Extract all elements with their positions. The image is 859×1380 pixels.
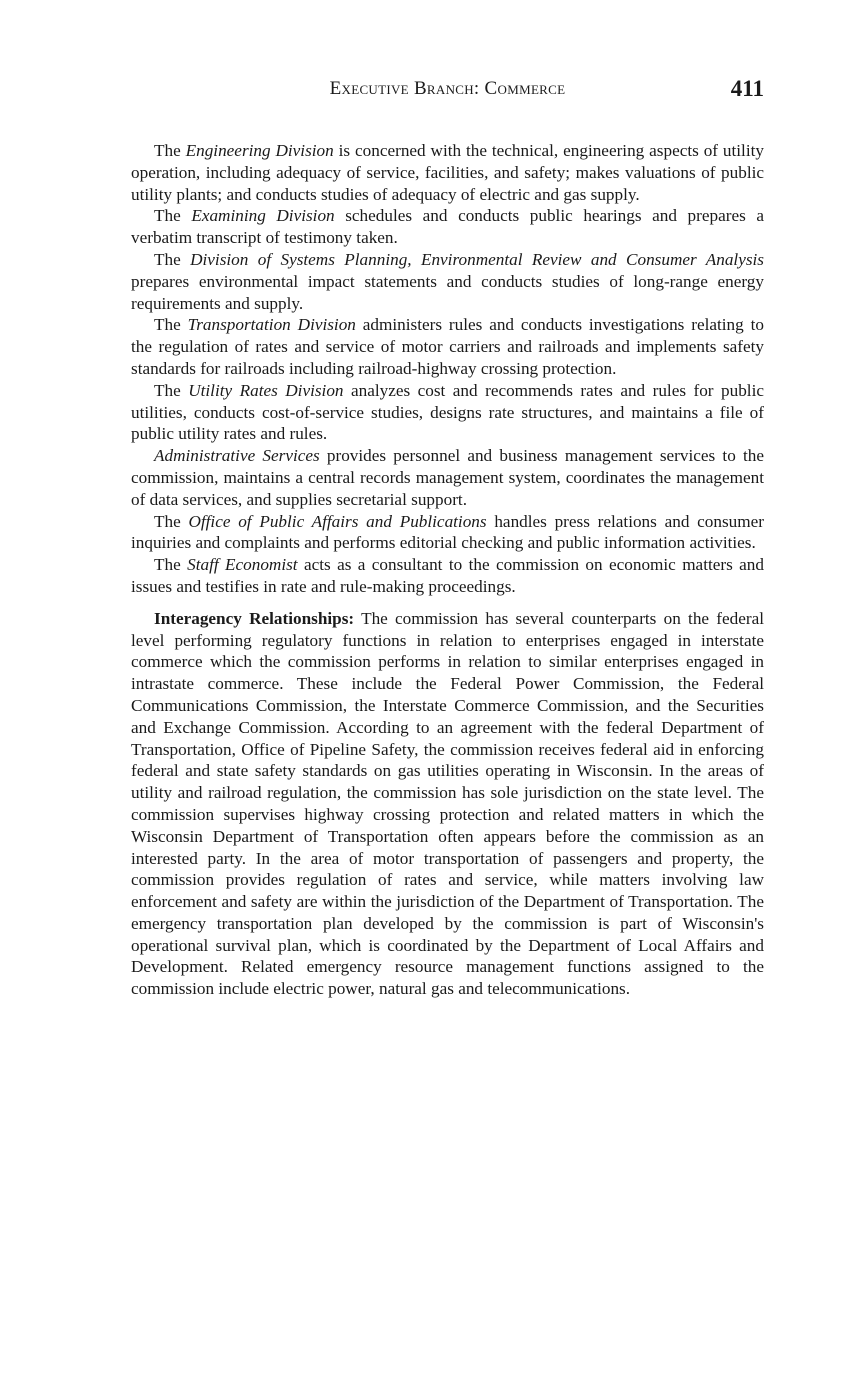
paragraph-lead: The: [154, 141, 186, 160]
running-title: Executive Branch: Commerce: [329, 78, 566, 99]
paragraph-lead: The: [154, 206, 192, 226]
section-heading: Interagency Relationships:: [154, 608, 355, 628]
document-page: [131, 76, 764, 1000]
division-name: Administrative Services: [154, 446, 320, 466]
running-header: [131, 76, 764, 106]
paragraph-administrative-services: [131, 445, 764, 510]
division-name: Engineering Division: [185, 141, 334, 160]
paragraph-text: analyzes cost and recommends rates and rules for public utilities, conducts cost-of-service studies, designs rate structures, and maintains a file of public utility rates and rules.: [131, 380, 764, 444]
division-name: Transportation Division: [187, 315, 356, 335]
paragraph-lead: The: [154, 315, 188, 335]
paragraph-lead: The: [154, 380, 189, 400]
paragraph-text: handles press relations and consumer inquiries and complaints and performs editorial checking and public information activities.: [131, 511, 764, 553]
division-name: Office of Public Affairs and Publications: [188, 511, 487, 531]
paragraph-engineering-division: [131, 140, 764, 205]
paragraph-utility-rates-division: [131, 380, 764, 445]
division-name: Division of Systems Planning, Environmental Review and Consumer Analysis: [190, 249, 764, 269]
section-text: The commission has several counterparts on the federal level performing regulatory functions in relation to enterprises engaged in interstate commerce which the commission performs in relation to similar enterprises engaged in intrastate commerce. These include the Federal Power Commission, the Federal Communications Commission, the Interstate Commerce Commission, and the Securities and Exchange Commission. According to an agreement with the federal Department of Transportation, Office of Pipeline Safety, the commission receives federal aid in enforcing federal and state safety standards on gas utilities operating in Wisconsin. In the areas of utility and railroad regulation, the commission has sole jurisdiction on the state level. The commission supervises highway crossing protection and related matters in which the Wisconsin Department of Transportation often appears before the commission as an interested party. In the area of motor transportation of passengers and property, the commission provides regulation of rates and service, while matters involving law enforcement and safety are within the jurisdiction of the Department of Transportation. The emergency transportation plan developed by the commission is part of Wisconsin's operational survival plan, which is coordinated by the Department of Local Affairs and Development. Related emergency resource management functions assigned to the commission include electric power, natural gas and telecommunications.: [131, 608, 764, 999]
paragraph-lead: The: [154, 511, 189, 531]
page-number: 411: [730, 76, 764, 101]
paragraph-text: administers rules and conducts investigations relating to the regulation of rates and service of motor carriers and railroads and implements safety standards for railroads including railroad-highway crossing protection.: [131, 315, 764, 378]
paragraph-public-affairs-office: [131, 511, 764, 555]
paragraph-systems-planning-division: [131, 249, 764, 314]
body-text: [131, 140, 764, 1000]
paragraph-interagency-relationships: [131, 608, 764, 1000]
division-name: Examining Division: [191, 206, 335, 226]
paragraph-examining-division: [131, 205, 764, 249]
paragraph-text: provides personnel and business management services to the commission, maintains a central records management system, coordinates the management of data services, and supplies secretarial support.: [131, 446, 764, 509]
paragraph-text: schedules and conducts public hearings and prepares a verbatim transcript of testimony taken.: [131, 206, 764, 248]
paragraph-transportation-division: [131, 314, 764, 379]
paragraph-lead: The: [154, 555, 188, 575]
division-name: Staff Economist: [187, 555, 298, 575]
division-name: Utility Rates Division: [188, 380, 344, 400]
paragraph-text: acts as a consultant to the commission on economic matters and issues and testifies in rate and rule-making proceedings.: [131, 555, 764, 596]
paragraph-lead: The: [154, 249, 191, 269]
paragraph-staff-economist: [131, 554, 764, 598]
paragraph-text: prepares environmental impact statements and conducts studies of long-range energy requirements and supply.: [131, 271, 764, 313]
paragraph-text: is concerned with the technical, engineering aspects of utility operation, including adequacy of service, facilities, and safety; makes valuations of public utility plants; and conducts studies of adequacy of electric and gas supply.: [131, 141, 764, 204]
